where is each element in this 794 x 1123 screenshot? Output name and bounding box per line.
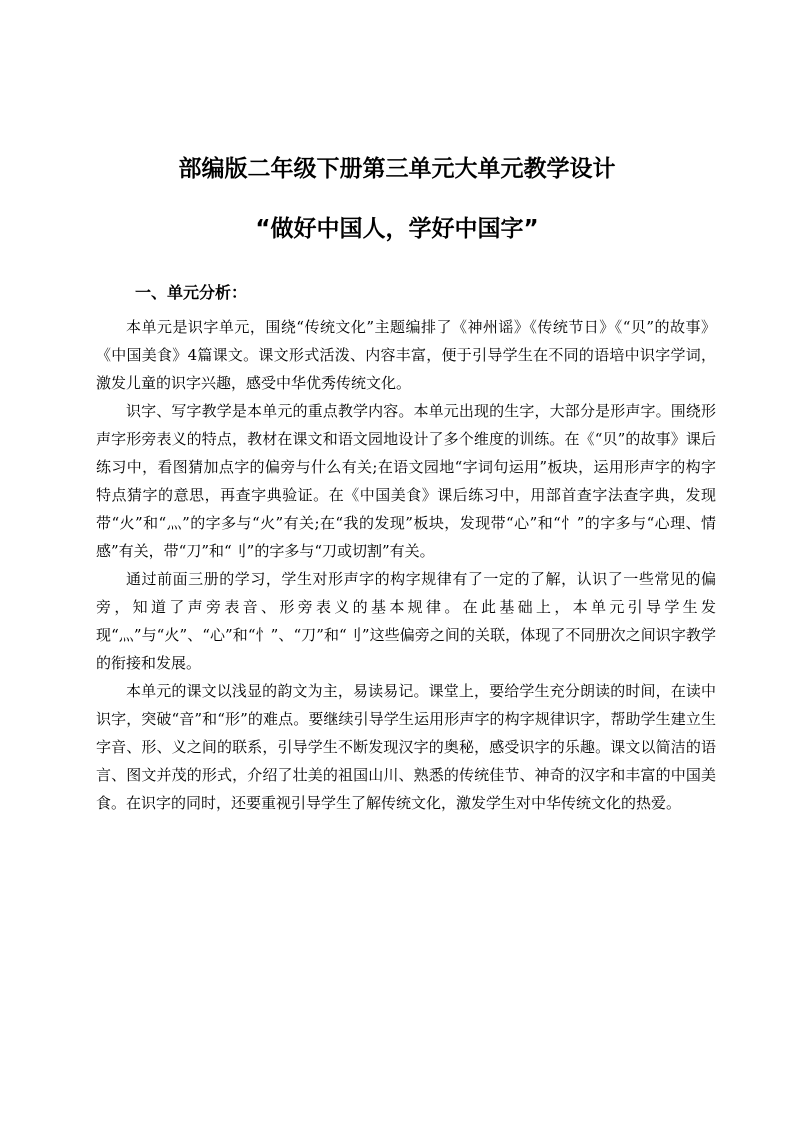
document-subtitle: “做好中国人，学好中国字” — [255, 216, 539, 242]
section-heading: 一、单元分析： — [135, 283, 248, 302]
paragraph-1: 本单元是识字单元，围绕“传统文化”主题编排了《神州谣》《传统节日》《“贝”的故事》《中国美食》4篇课文。课文形式活泼、内容丰富，便于引导学生在不同的语培中识字学词，激发儿童的识字兴趣，感受中华优秀传统文化。 — [96, 318, 716, 392]
body-text — [96, 313, 716, 817]
paragraph-2: 识字、写字教学是本单元的重点教学内容。本单元出现的生字，大部分是形声字。围绕形声字形旁表义的特点，教材在课文和语文园地设计了多个维度的训练。在《“贝”的故事》课后练习中，看图猜加点字的偏旁与什么有关;在语文园地“字词句运用”板块，运用形声字的构字特点猜字的意思，再查字典验证。在《中国美食》课后练习中，用部首查字法查字典，发现带“火”和“灬”的字多与“火”有关;在“我的发现”板块，发现带“心”和“忄”的字多与“心理、情感”有关，带“刀”和“刂”的字多与“刀或切割”有关。 — [96, 402, 716, 560]
document-title: 部编版二年级下册第三单元大单元教学设计 — [178, 156, 616, 182]
paragraph-3: 通过前面三册的学习，学生对形声字的构字规律有了一定的了解，认识了一些常见的偏旁，知道了声旁表音、形旁表义的基本规律。在此基础上，本单元引导学生发现“灬”与“火”、“心”和“忄”、“刀”和“刂”这些偏旁之间的关联，体现了不同册次之间识字教学的衔接和发展。 — [96, 570, 716, 672]
paragraph-4: 本单元的课文以浅显的韵文为主，易读易记。课堂上，要给学生充分朗读的时间，在读中识字，突破“音”和“形”的难点。要继续引导学生运用形声字的构字规律识字，帮助学生建立生字音、形、义之间的联系，引导学生不断发现汉字的奥秘，感受识字的乐趣。课文以简洁的语言、图文并茂的形式，介绍了壮美的祖国山川、熟悉的传统佳节、神奇的汉字和丰富的中国美食。在识字的同时，还要重视引导学生了解传统文化，激发学生对中华传统文化的热爱。 — [96, 682, 716, 812]
